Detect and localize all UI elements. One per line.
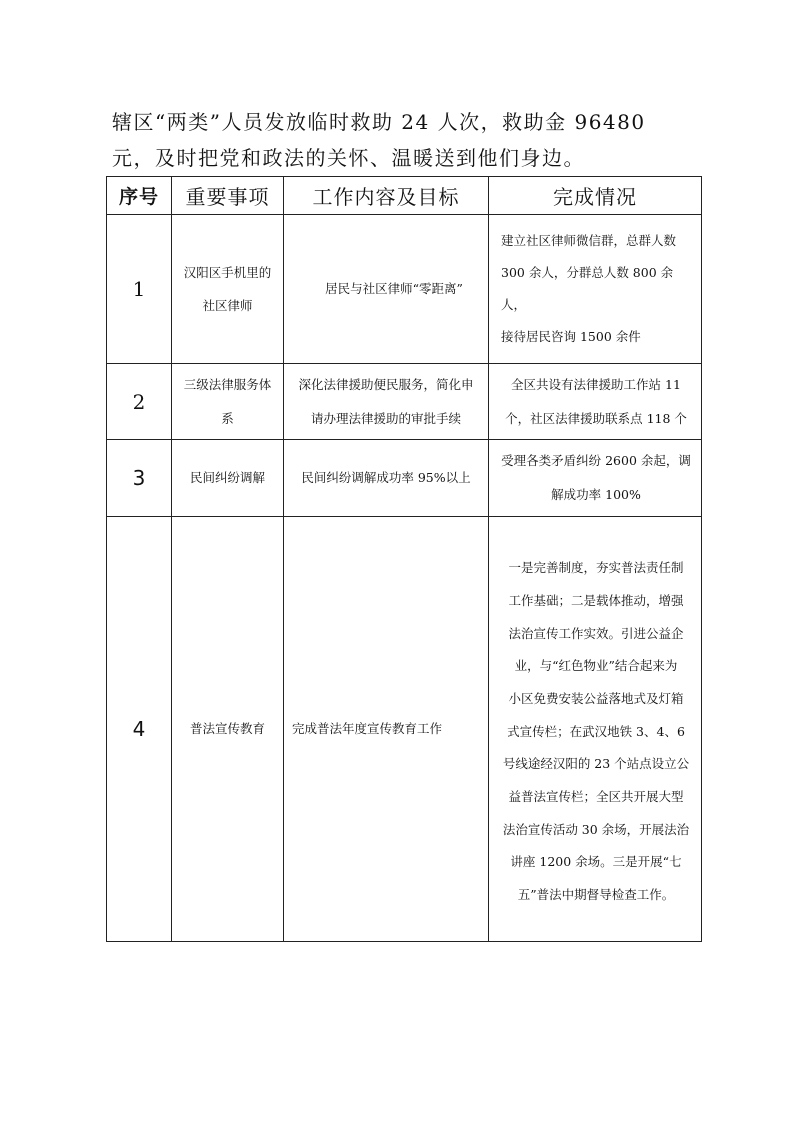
table-row <box>107 364 702 440</box>
row-number: 4 <box>107 517 172 942</box>
status-line: 业，与“红色物业”结合起来为 <box>514 658 678 674</box>
status-line: 讲座 1200 余场。三是开展“七 <box>510 854 682 870</box>
header-content: 工作内容及目标 <box>284 177 489 215</box>
status-line: 一是完善制度，夯实普法责任制 <box>508 560 684 576</box>
status-cell <box>489 517 702 942</box>
content-cell: 完成普法年度宣传教育工作 <box>284 517 489 942</box>
header-status: 完成情况 <box>489 177 702 215</box>
item-cell <box>172 364 284 440</box>
status-line: 建立社区律师微信群，总群人数 <box>501 233 677 248</box>
intro-line-2: 元，及时把党和政法的关怀、温暖送到他们身边。 <box>112 146 585 170</box>
table-row <box>107 440 702 517</box>
item-line: 三级法律服务体 <box>183 376 272 392</box>
status-line: 解成功率 100% <box>551 487 641 502</box>
row-number: 3 <box>107 440 172 517</box>
row-number: 1 <box>107 215 172 364</box>
content-line: 请办理法律援助的审批手续 <box>310 410 461 426</box>
item-line: 社区律师 <box>202 298 253 313</box>
content-cell: 民间纠纷调解成功率 95%以上 <box>284 440 489 517</box>
table-row <box>107 517 702 942</box>
status-cell <box>489 364 702 440</box>
status-line: 小区免费安装公益落地式及灯箱 <box>508 690 684 706</box>
status-line: 法治宣传工作实效。引进公益企 <box>508 625 684 641</box>
status-cell <box>489 440 702 517</box>
content-cell <box>284 364 489 440</box>
header-no: 序号 <box>107 177 172 215</box>
item-cell: 普法宣传教育 <box>172 517 284 942</box>
item-cell <box>172 215 284 364</box>
intro-line-1: 辖区“两类”人员发放临时救助 24 人次，救助金 96480 <box>112 110 646 134</box>
content-line: 深化法律援助便民服务，简化申 <box>298 376 474 392</box>
status-line: 受理各类矛盾纠纷 2600 余起，调 <box>501 453 691 468</box>
status-line: 全区共设有法律援助工作站 11 <box>511 376 681 392</box>
content-cell: 居民与社区律师“零距离” <box>284 215 489 364</box>
status-line: 法治宣传活动 30 余场，开展法治 <box>502 821 690 837</box>
status-line: 个，社区法律援助联系点 118 个 <box>505 410 687 426</box>
status-cell <box>489 215 702 364</box>
item-cell: 民间纠纷调解 <box>172 440 284 517</box>
row-number: 2 <box>107 364 172 440</box>
status-line: 接待居民咨询 1500 余件 <box>501 329 641 344</box>
item-line: 系 <box>221 410 234 426</box>
table-header-row <box>107 177 702 215</box>
status-line: 式宣传栏；在武汉地铁 3、4、6 <box>507 723 685 739</box>
status-line: 300 余人，分群总人数 800 余人， <box>501 265 674 312</box>
work-items-table <box>106 176 702 942</box>
status-line: 益普法宣传栏；全区共开展大型 <box>508 789 684 805</box>
status-line: 工作基础；二是载体推动，增强 <box>508 592 684 608</box>
intro-paragraph <box>112 104 692 176</box>
status-line: 号线途经汉阳的 23 个站点设立公 <box>502 756 690 772</box>
status-line: 五”普法中期督导检查工作。 <box>517 887 675 903</box>
table-row <box>107 215 702 364</box>
item-line: 汉阳区手机里的 <box>183 265 272 280</box>
header-item: 重要事项 <box>172 177 284 215</box>
